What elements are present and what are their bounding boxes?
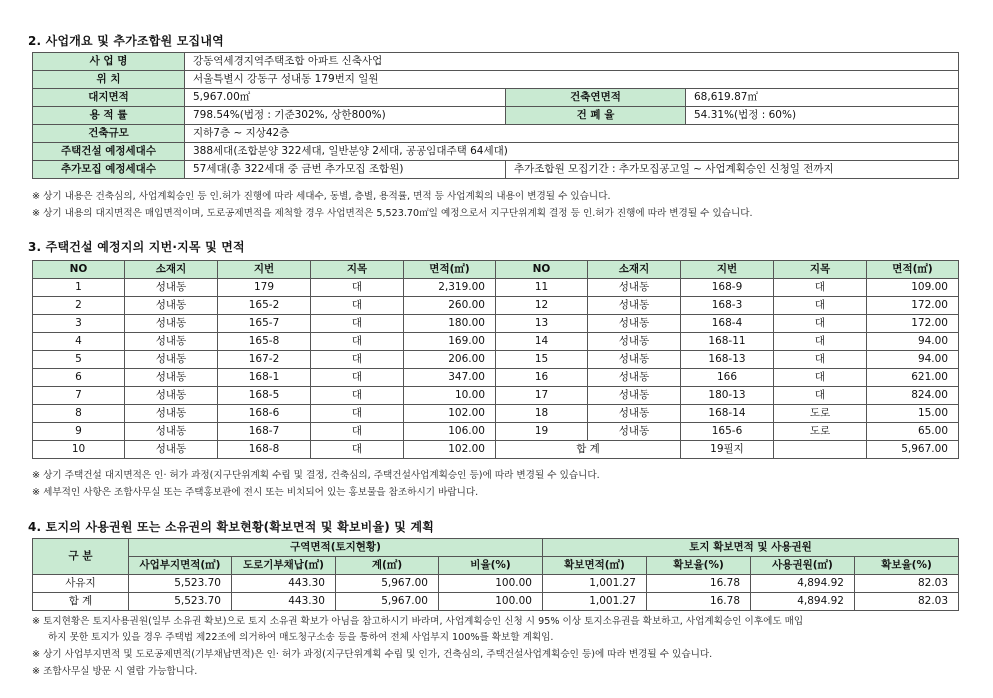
- section2-note-1: ※ 상기 내용은 건축심의, 사업계획승인 등 인.허가 진행에 따라 세대수, 동별, 층별, 용적률, 면적 등 사업계획의 내용이 변경될 수 있습니다.: [32, 191, 611, 202]
- table-cell: 대: [311, 315, 404, 333]
- column-header: 면적(㎡): [404, 261, 496, 279]
- table-header-row: [33, 261, 959, 279]
- table-cell: 65.00: [867, 423, 959, 441]
- table-cell: 16.78: [647, 593, 751, 611]
- table-cell: 443.30: [232, 593, 336, 611]
- project-label: 사 업 명: [33, 53, 185, 71]
- column-header: NO: [496, 261, 588, 279]
- section3-note-2: ※ 세부적인 사항은 조합사무실 또는 주택홍보관에 전시 또는 비치되어 있는 홍보물을 참조하시기 바랍니다.: [32, 487, 479, 498]
- table-cell: 206.00: [404, 351, 496, 369]
- table-cell: 82.03: [855, 593, 959, 611]
- column-header: NO: [33, 261, 125, 279]
- total-parcels: 19필지: [681, 441, 774, 459]
- table-row: [33, 387, 959, 405]
- table-cell: 11: [496, 279, 588, 297]
- table-cell: 168-7: [218, 423, 311, 441]
- table-cell: 성내동: [588, 405, 681, 423]
- table-cell: 대: [311, 351, 404, 369]
- table-cell: 1: [33, 279, 125, 297]
- category-header: 구 분: [33, 539, 129, 575]
- column-header: 지번: [218, 261, 311, 279]
- table-cell: 5,523.70: [129, 575, 232, 593]
- table-cell: 15.00: [867, 405, 959, 423]
- table-row: [33, 71, 959, 89]
- table-cell: 6: [33, 369, 125, 387]
- table-cell: 106.00: [404, 423, 496, 441]
- land-secured-table: [32, 538, 959, 611]
- gross-area-label: 건축연면적: [506, 89, 686, 107]
- parcel-table: [32, 260, 959, 459]
- table-cell: 13: [496, 315, 588, 333]
- table-cell: 443.30: [232, 575, 336, 593]
- table-cell: 성내동: [125, 387, 218, 405]
- recruit-value: 57세대(총 322세대 중 금번 추가모집 조합원): [185, 161, 506, 179]
- table-cell: 성내동: [125, 297, 218, 315]
- table-header-row: [33, 557, 959, 575]
- column-header: 지목: [774, 261, 867, 279]
- table-row: [33, 441, 959, 459]
- location-value: 서울특별시 강동구 성내동 179번지 일원: [185, 71, 959, 89]
- table-cell: 109.00: [867, 279, 959, 297]
- table-cell: 167-2: [218, 351, 311, 369]
- table-cell: 10.00: [404, 387, 496, 405]
- table-cell: 168-11: [681, 333, 774, 351]
- table-cell: 대: [774, 297, 867, 315]
- table-row: [33, 369, 959, 387]
- table-cell: 2: [33, 297, 125, 315]
- table-cell: 대: [311, 333, 404, 351]
- table-cell: 대: [774, 333, 867, 351]
- table-cell: 102.00: [404, 441, 496, 459]
- total-label: 합 계: [496, 441, 681, 459]
- column-header: 도로기부채납(㎡): [232, 557, 336, 575]
- table-cell: 성내동: [125, 369, 218, 387]
- table-cell: 10: [33, 441, 125, 459]
- row-label: 합 계: [33, 593, 129, 611]
- table-cell: 대: [311, 387, 404, 405]
- table-cell: 168-4: [681, 315, 774, 333]
- table-cell: 1,001.27: [543, 593, 647, 611]
- table-cell: 168-8: [218, 441, 311, 459]
- table-cell: 대: [311, 279, 404, 297]
- table-cell: 대: [774, 315, 867, 333]
- table-row: [33, 575, 959, 593]
- table-cell: 165-6: [681, 423, 774, 441]
- table-cell: 180.00: [404, 315, 496, 333]
- table-cell: 성내동: [588, 333, 681, 351]
- table-row: [33, 423, 959, 441]
- site-area-value: 5,967.00㎡: [185, 89, 506, 107]
- table-cell: 도로: [774, 405, 867, 423]
- table-cell: 성내동: [125, 279, 218, 297]
- table-cell: 1,001.27: [543, 575, 647, 593]
- table-row: [33, 53, 959, 71]
- table-cell: 260.00: [404, 297, 496, 315]
- column-header: 면적(㎡): [867, 261, 959, 279]
- section2-title: 2. 사업개요 및 추가조합원 모집내역: [28, 34, 224, 48]
- table-cell: 14: [496, 333, 588, 351]
- table-cell: 168-9: [681, 279, 774, 297]
- table-cell: 5,967.00: [336, 593, 439, 611]
- table-cell: 102.00: [404, 405, 496, 423]
- table-cell: 4: [33, 333, 125, 351]
- table-row: [33, 89, 959, 107]
- table-cell: 824.00: [867, 387, 959, 405]
- table-cell: 성내동: [125, 351, 218, 369]
- table-cell: 4,894.92: [751, 593, 855, 611]
- total-area: 5,967.00: [867, 441, 959, 459]
- table-cell: 172.00: [867, 315, 959, 333]
- project-value: 강동역세경지역주택조합 아파트 신축사업: [185, 53, 959, 71]
- far-label: 용 적 률: [33, 107, 185, 125]
- table-cell: 94.00: [867, 333, 959, 351]
- scale-value: 지하7층 ~ 지상42층: [185, 125, 959, 143]
- table-cell: 165-7: [218, 315, 311, 333]
- section2-note-2: ※ 상기 내용의 대지면적은 매입면적이며, 도로공제면적을 제척할 경우 사업면적은 5,523.70㎡일 예정으로서 지구단위계획 결정 등 인.허가 진행에 따라 변경될 수 있습니다.: [32, 208, 753, 219]
- table-cell: 5: [33, 351, 125, 369]
- section4-title: 4. 토지의 사용권원 또는 소유권의 확보현황(확보면적 및 확보비율) 및 계획: [28, 520, 435, 534]
- total-empty: [774, 441, 867, 459]
- table-cell: 대: [774, 387, 867, 405]
- table-cell: 성내동: [588, 351, 681, 369]
- table-cell: 168-5: [218, 387, 311, 405]
- table-cell: 성내동: [125, 423, 218, 441]
- table-cell: 5,523.70: [129, 593, 232, 611]
- table-cell: 100.00: [439, 593, 543, 611]
- table-cell: 7: [33, 387, 125, 405]
- table-cell: 5,967.00: [336, 575, 439, 593]
- scale-label: 건축규모: [33, 125, 185, 143]
- column-header: 확보면적(㎡): [543, 557, 647, 575]
- households-value: 388세대(조합분양 322세대, 일반분양 2세대, 공공임대주택 64세대): [185, 143, 959, 161]
- bcr-value: 54.31%(법정 : 60%): [686, 107, 959, 125]
- secured-area-header: 토지 확보면적 및 사용권원: [543, 539, 959, 557]
- location-label: 위 치: [33, 71, 185, 89]
- table-row: [33, 107, 959, 125]
- table-cell: 3: [33, 315, 125, 333]
- table-cell: 17: [496, 387, 588, 405]
- column-header: 확보율(%): [647, 557, 751, 575]
- table-cell: 94.00: [867, 351, 959, 369]
- table-cell: 165-2: [218, 297, 311, 315]
- table-cell: 성내동: [588, 279, 681, 297]
- recruit-label: 추가모집 예정세대수: [33, 161, 185, 179]
- table-cell: 성내동: [588, 423, 681, 441]
- table-row: [33, 279, 959, 297]
- table-cell: 169.00: [404, 333, 496, 351]
- column-header: 사용권원(㎡): [751, 557, 855, 575]
- table-cell: 12: [496, 297, 588, 315]
- section4-note-3: ※ 상기 사업부지면적 및 도로공제면적(기부채납면적)은 인· 허가 과정(지구단위계획 수립 및 인가, 건축심의, 주택건설사업계획승인 등)에 따라 변경될 수 있습니다.: [32, 649, 713, 660]
- table-cell: 9: [33, 423, 125, 441]
- column-header: 비율(%): [439, 557, 543, 575]
- table-cell: 165-8: [218, 333, 311, 351]
- recruit-period: 추가조합원 모집기간 : 추가모집공고일 ~ 사업계획승인 신청일 전까지: [506, 161, 959, 179]
- table-row: [33, 315, 959, 333]
- table-cell: 도로: [774, 423, 867, 441]
- table-row: [33, 351, 959, 369]
- table-cell: 15: [496, 351, 588, 369]
- section3-note-1: ※ 상기 주택건설 대지면적은 인· 허가 과정(지구단위계획 수립 및 결정, 건축심의, 주택건설사업계획승인 등)에 따라 변경될 수 있습니다.: [32, 470, 600, 481]
- table-cell: 성내동: [588, 315, 681, 333]
- column-header: 확보율(%): [855, 557, 959, 575]
- table-cell: 대: [311, 297, 404, 315]
- table-cell: 성내동: [125, 441, 218, 459]
- bcr-label: 건 폐 율: [506, 107, 686, 125]
- site-area-label: 대지면적: [33, 89, 185, 107]
- column-header: 지목: [311, 261, 404, 279]
- table-cell: 성내동: [125, 333, 218, 351]
- project-overview-table: [32, 52, 959, 179]
- column-header: 소재지: [588, 261, 681, 279]
- table-cell: 대: [311, 405, 404, 423]
- table-cell: 성내동: [588, 387, 681, 405]
- far-value: 798.54%(법정 : 기준302%, 상한800%): [185, 107, 506, 125]
- table-cell: 16.78: [647, 575, 751, 593]
- households-label: 주택건설 예정세대수: [33, 143, 185, 161]
- table-cell: 179: [218, 279, 311, 297]
- table-row: [33, 297, 959, 315]
- table-row: [33, 333, 959, 351]
- table-cell: 16: [496, 369, 588, 387]
- table-cell: 2,319.00: [404, 279, 496, 297]
- table-cell: 성내동: [588, 297, 681, 315]
- table-row: [33, 143, 959, 161]
- table-cell: 성내동: [125, 315, 218, 333]
- section4-note-1: ※ 토지현황은 토지사용권원(일부 소유권 확보)으로 토지 소유권 확보가 아님을 참고하시기 바라며, 사업계획승인 신청 시 95% 이상 토지소유권을 확보하고, 사업계획승인 이후에도 매입: [32, 616, 804, 627]
- table-header-row: [33, 539, 959, 557]
- table-cell: 대: [311, 369, 404, 387]
- table-cell: 대: [774, 279, 867, 297]
- table-cell: 대: [311, 423, 404, 441]
- table-cell: 성내동: [588, 369, 681, 387]
- table-cell: 166: [681, 369, 774, 387]
- section4-note-2: 하지 못한 토지가 있을 경우 주택법 제22조에 의거하여 매도청구소송 등을 통하여 전체 사업부지 100%를 확보할 계획임.: [48, 632, 554, 643]
- table-cell: 168-13: [681, 351, 774, 369]
- table-cell: 168-3: [681, 297, 774, 315]
- table-cell: 621.00: [867, 369, 959, 387]
- column-header: 사업부지면적(㎡): [129, 557, 232, 575]
- table-row: [33, 125, 959, 143]
- table-cell: 대: [774, 351, 867, 369]
- table-cell: 172.00: [867, 297, 959, 315]
- zone-area-header: 구역면적(토지현황): [129, 539, 543, 557]
- table-cell: 성내동: [125, 405, 218, 423]
- table-cell: 8: [33, 405, 125, 423]
- gross-area-value: 68,619.87㎡: [686, 89, 959, 107]
- table-cell: 82.03: [855, 575, 959, 593]
- table-cell: 대: [311, 441, 404, 459]
- table-cell: 347.00: [404, 369, 496, 387]
- column-header: 계(㎡): [336, 557, 439, 575]
- section3-title: 3. 주택건설 예정지의 지번·지목 및 면적: [28, 240, 245, 254]
- table-cell: 100.00: [439, 575, 543, 593]
- table-cell: 18: [496, 405, 588, 423]
- table-row: [33, 161, 959, 179]
- table-cell: 168-1: [218, 369, 311, 387]
- column-header: 소재지: [125, 261, 218, 279]
- table-cell: 19: [496, 423, 588, 441]
- section4-note-4: ※ 조합사무실 방문 시 열람 가능합니다.: [32, 666, 198, 677]
- table-cell: 168-6: [218, 405, 311, 423]
- table-cell: 180-13: [681, 387, 774, 405]
- row-label: 사유지: [33, 575, 129, 593]
- table-row: [33, 593, 959, 611]
- table-cell: 4,894.92: [751, 575, 855, 593]
- table-row: [33, 405, 959, 423]
- column-header: 지번: [681, 261, 774, 279]
- table-cell: 대: [774, 369, 867, 387]
- table-cell: 168-14: [681, 405, 774, 423]
